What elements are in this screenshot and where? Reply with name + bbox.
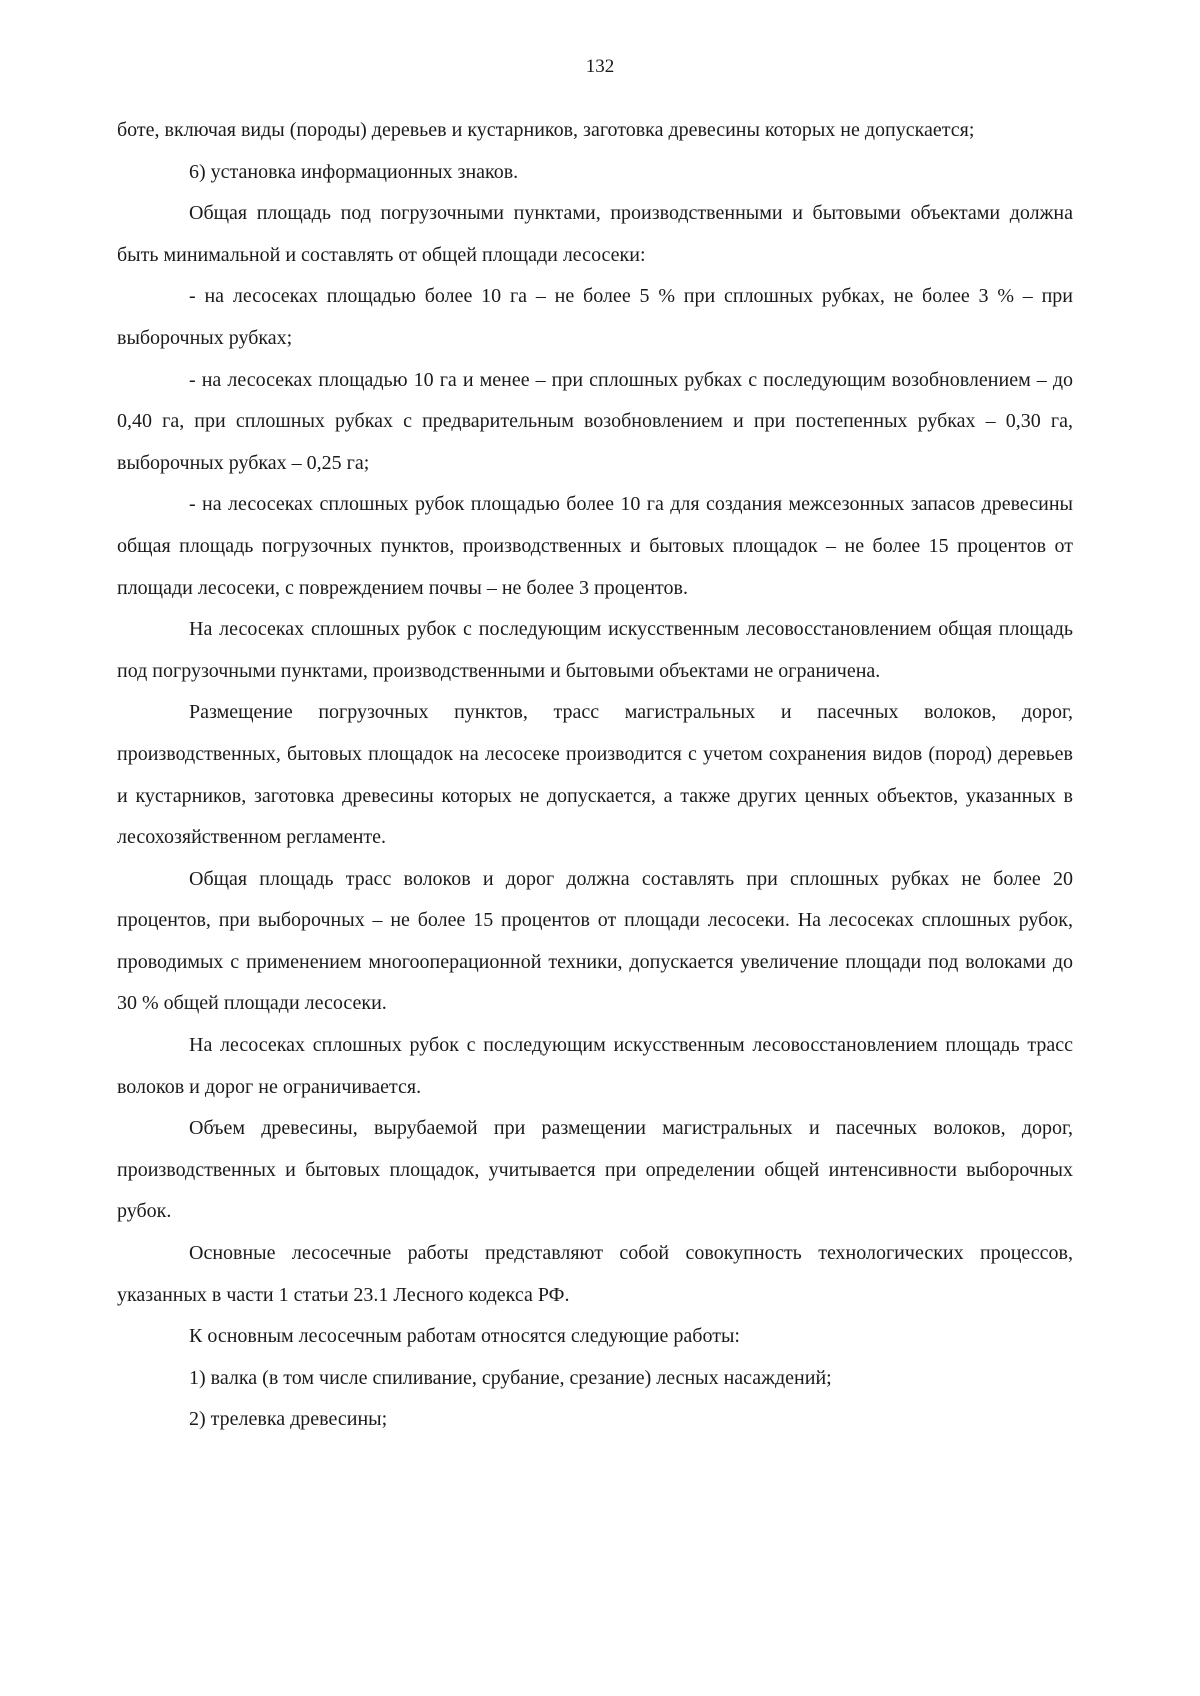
list-item-area-10ha-or-less: - на лесосеках площадью 10 га и менее – при сплошных рубках с последующим возобновлением – до 0,40 га, при сплошных рубках с предварительным возобновлением и при постепенных рубках – 0,30 га, выборочных рубках – 0,25 га; [117, 368, 1073, 474]
list-item-6-information-signs: 6) установка информационных знаков. [189, 160, 519, 183]
paragraph-wood-volume: Объем древесины, вырубаемой при размещении магистральных и пасечных волоков, дорог, производственных и бытовых площадок, учитывается при определении общей интенсивности выборочных рубок. [117, 1117, 1073, 1223]
page-number: 132 [585, 56, 615, 77]
paragraph-placement: Размещение погрузочных пунктов, трасс магистральных и пасечных волоков, дорог, производственных, бытовых площадок на лесосеке производится с учетом сохранения видов (пород) деревьев и кустарников, заготовка древесины которых не допускается, а также других ценных объектов, указанных в лесохозяйственном регламенте. [117, 701, 1073, 849]
list-item-area-over-10ha: - на лесосеках площадью более 10 га – не более 5 % при сплошных рубках, не более 3 % – при выборочных рубках; [117, 285, 1073, 349]
list-item-interseason-stocks: - на лесосеках сплошных рубок площадью более 10 га для создания межсезонных запасов древесины общая площадь погрузочных пунктов, производственных и бытовых площадок – не более 15 процентов от площади лесосеки, с повреждением почвы – не более 3 процентов. [117, 493, 1073, 599]
paragraph-continuation: боте, включая виды (породы) деревьев и кустарников, заготовка древесины которых не допускается; [117, 119, 975, 141]
paragraph-main-works-list-intro: К основным лесосечным работам относятся следующие работы: [189, 1325, 740, 1348]
paragraph-total-area: Общая площадь под погрузочными пунктами, производственными и бытовыми объектами должна быть минимальной и составлять от общей площади лесосеки: [117, 202, 1073, 266]
list-item-1-felling: 1) валка (в том числе спиливание, срубание, срезание) лесных насаждений; [189, 1366, 832, 1389]
paragraph-trails-not-limited: На лесосеках сплошных рубок с последующим искусственным лесовосстановлением площадь трасс волоков и дорог не ограничивается. [117, 1034, 1073, 1098]
document-body [117, 110, 1073, 1441]
paragraph-trails-and-roads-area: Общая площадь трасс волоков и дорог должна составлять при сплошных рубках не более 20 процентов, при выборочных – не более 15 процентов от площади лесосеки. На лесосеках сплошных рубок, проводимых с применением многооперационной техники, допускается увеличение площади под волоками до 30 % общей площади лесосеки. [117, 867, 1073, 1015]
paragraph-main-works-definition: Основные лесосечные работы представляют собой совокупность технологических процессов, указанных в части 1 статьи 23.1 Лесного кодекса РФ. [117, 1242, 1073, 1306]
paragraph-artificial-reforestation: На лесосеках сплошных рубок с последующим искусственным лесовосстановлением общая площадь под погрузочными пунктами, производственными и бытовыми объектами не ограничена. [117, 618, 1073, 682]
list-item-2-skidding: 2) трелевка древесины; [189, 1408, 388, 1431]
